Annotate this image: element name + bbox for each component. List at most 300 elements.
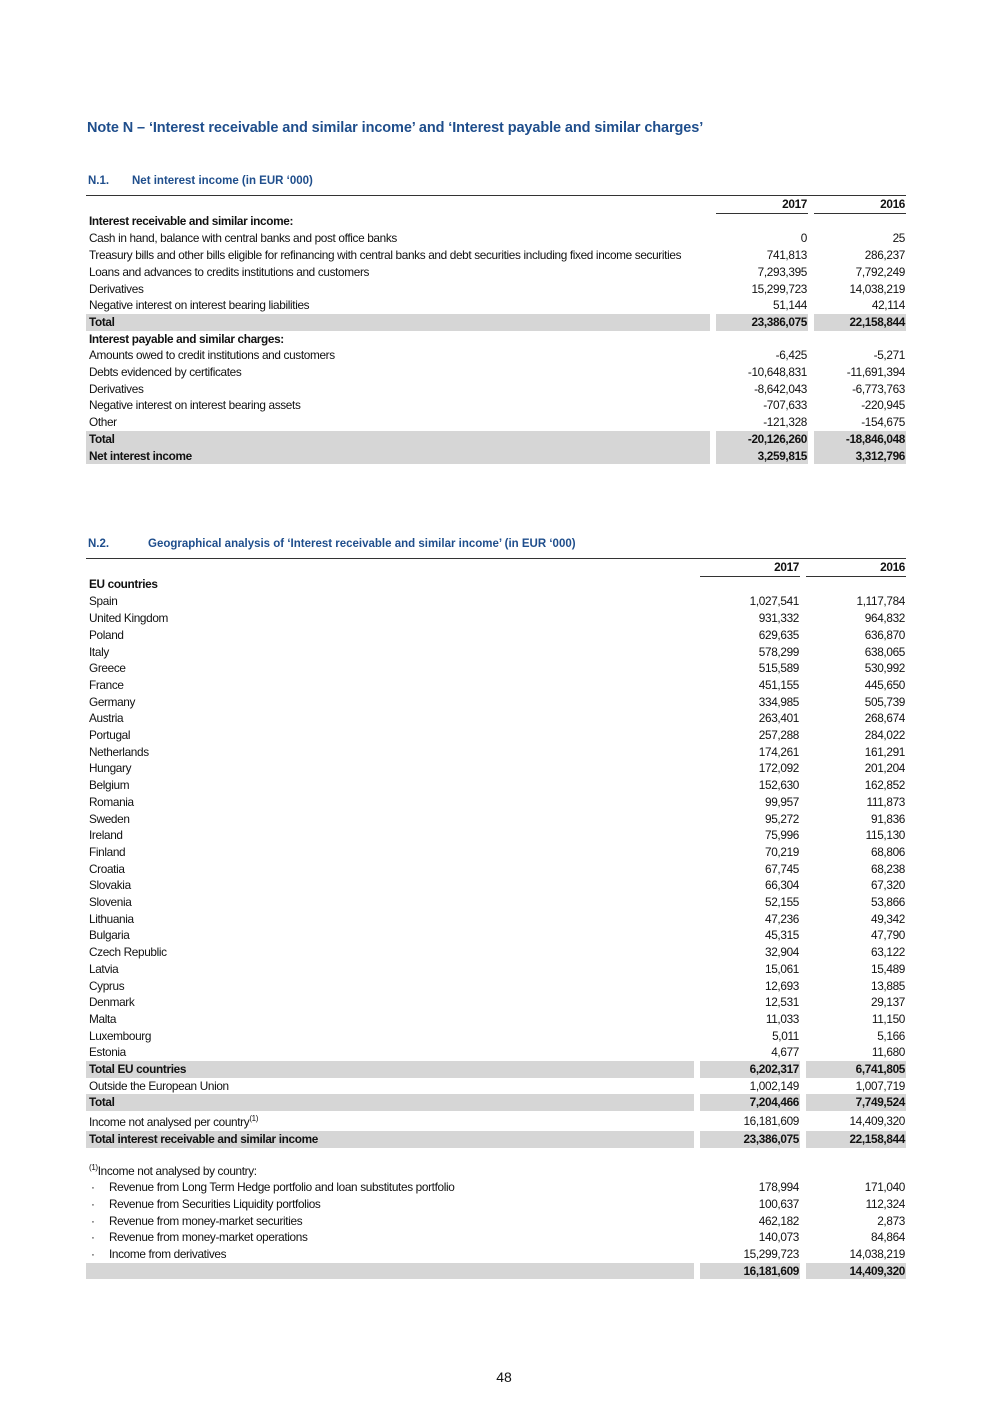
value-2016: 53,866 xyxy=(871,895,905,910)
row-label-text: Poland xyxy=(89,627,124,642)
row-label xyxy=(86,994,694,1011)
value-2017: -10,648,831 xyxy=(747,365,807,380)
grand-total-row xyxy=(86,1131,906,1148)
row-label xyxy=(86,677,694,694)
row-label-text: Estonia xyxy=(89,1045,126,1060)
footnote-row xyxy=(86,1196,906,1213)
value-2017: 100,637 xyxy=(758,1196,799,1211)
value-2016: 3,312,796 xyxy=(814,448,906,465)
row-label-text: Portugal xyxy=(89,728,131,743)
row-label-text: Interest receivable and similar income: xyxy=(89,214,294,229)
row-label-text: Derivatives xyxy=(89,381,144,396)
row-label xyxy=(86,744,694,761)
table-row xyxy=(86,247,906,264)
value-2016: 25 xyxy=(892,231,905,246)
row-label-text: Latvia xyxy=(89,961,119,976)
row-label-text: Hungary xyxy=(89,761,132,776)
section-title-text: Net interest income (in EUR ‘000) xyxy=(132,175,313,187)
value-2017: 52,155 xyxy=(765,895,799,910)
row-label-text: Interest payable and similar charges: xyxy=(89,331,284,346)
value-2016: 1,117,784 xyxy=(856,594,905,609)
value-2016: 14,409,320 xyxy=(806,1263,906,1280)
page-number: 48 xyxy=(496,1369,512,1385)
value-2017: 32,904 xyxy=(765,945,799,960)
table-row xyxy=(86,961,906,978)
table-row xyxy=(86,593,906,610)
value-2017: 462,182 xyxy=(758,1213,799,1228)
row-label xyxy=(86,644,694,661)
total-row xyxy=(86,431,906,448)
value-2016: 68,238 xyxy=(871,861,905,876)
row-label xyxy=(86,777,694,794)
row-label-text: Slovakia xyxy=(89,878,131,893)
row-label xyxy=(86,1111,694,1131)
value-2017: 172,092 xyxy=(758,761,799,776)
row-label-text: Outside the European Union xyxy=(89,1078,229,1093)
table-row xyxy=(86,911,906,928)
value-2017: 99,957 xyxy=(765,794,799,809)
value-2017: 15,061 xyxy=(765,961,799,976)
spacer-row xyxy=(86,1148,906,1160)
total-row xyxy=(86,1061,906,1078)
table-row xyxy=(86,710,906,727)
row-label: · Revenue from money-market securities xyxy=(91,1213,303,1228)
value-2016: 63,122 xyxy=(871,945,905,960)
year-2017-header: 2017 xyxy=(716,196,808,214)
value-2016: 7,792,249 xyxy=(855,264,905,279)
group-heading xyxy=(86,576,906,593)
row-label-text: Total EU countries xyxy=(89,1062,187,1077)
value-2016: 286,237 xyxy=(864,248,905,263)
row-label xyxy=(86,314,710,331)
value-2016: 22,158,844 xyxy=(814,314,906,331)
row-label-text: Derivatives xyxy=(89,281,144,296)
table-row xyxy=(86,777,906,794)
row-label-text: Italy xyxy=(89,644,109,659)
section-n2-title xyxy=(88,538,576,550)
row-label xyxy=(86,794,694,811)
row-label-text: Total xyxy=(89,314,115,329)
value-2016: -5,271 xyxy=(873,348,905,363)
year-2017-header: 2017 xyxy=(700,559,800,577)
table-row xyxy=(86,877,906,894)
value-2017: 4,677 xyxy=(771,1045,799,1060)
value-2017: 23,386,075 xyxy=(700,1131,800,1148)
value-2017 xyxy=(716,213,808,230)
row-label-text: Germany xyxy=(89,694,136,709)
section-number: N.2. xyxy=(88,538,110,550)
table-row xyxy=(86,1111,906,1131)
footnote-row xyxy=(86,1246,906,1263)
row-label-text: Amounts owed to credit institutions and customers xyxy=(89,348,335,363)
value-2016: 14,409,320 xyxy=(849,1113,905,1128)
value-2017: 6,202,317 xyxy=(700,1061,800,1078)
row-label-text: Negative interest on interest bearing assets xyxy=(89,398,301,413)
footnote-row xyxy=(86,1179,906,1196)
table-row xyxy=(86,230,906,247)
value-2017: 7,293,395 xyxy=(757,264,807,279)
row-label xyxy=(86,961,694,978)
value-2016: 112,324 xyxy=(865,1196,905,1211)
value-2017: 16,181,609 xyxy=(700,1263,800,1280)
value-2016: 201,204 xyxy=(864,761,905,776)
geographical-analysis-table xyxy=(86,558,906,1279)
group-heading xyxy=(86,331,906,348)
value-2016 xyxy=(814,213,906,230)
value-2017: 257,288 xyxy=(758,728,799,743)
value-2016: 22,158,844 xyxy=(806,1131,906,1148)
value-2017: 0 xyxy=(800,231,807,246)
value-2016: 68,806 xyxy=(871,844,905,859)
table-header-row xyxy=(86,559,906,577)
row-label-text: Loans and advances to credits institutions and customers xyxy=(89,264,370,279)
value-2017: 66,304 xyxy=(765,878,799,893)
value-2017: 3,259,815 xyxy=(716,448,808,465)
value-2016: 42,114 xyxy=(871,298,905,313)
table-row xyxy=(86,927,906,944)
row-label-text: Cash in hand, balance with central banks and post office banks xyxy=(89,231,397,246)
value-2016: 15,489 xyxy=(871,961,905,976)
row-label xyxy=(86,610,694,627)
value-2016: -18,846,048 xyxy=(814,431,906,448)
value-2016 xyxy=(806,1160,906,1180)
row-label xyxy=(86,1061,694,1078)
table-row xyxy=(86,894,906,911)
row-label-text: Belgium xyxy=(89,778,130,793)
footnote-marker: (1) xyxy=(89,1162,98,1172)
value-2017: 95,272 xyxy=(765,811,799,826)
table-row xyxy=(86,944,906,961)
header-blank xyxy=(86,196,710,214)
value-2017: 174,261 xyxy=(758,744,799,759)
table-row xyxy=(86,660,906,677)
table-row xyxy=(86,397,906,414)
value-2017: 741,813 xyxy=(766,248,807,263)
value-2016: 11,680 xyxy=(871,1045,905,1060)
value-2016: 2,873 xyxy=(877,1213,905,1228)
value-2016: 84,864 xyxy=(871,1230,905,1245)
value-2017: 51,144 xyxy=(773,298,807,313)
table-row xyxy=(86,760,906,777)
value-2016: 14,038,219 xyxy=(849,281,905,296)
row-label xyxy=(86,927,694,944)
value-2016 xyxy=(814,331,906,348)
row-label-text: Malta xyxy=(89,1011,117,1026)
footnote-total-row xyxy=(86,1263,906,1280)
row-label-text: Income not analysed per country xyxy=(89,1115,250,1130)
value-2017: 578,299 xyxy=(758,644,799,659)
row-label: · Revenue from money-market operations xyxy=(91,1230,308,1245)
row-label-text: Cyprus xyxy=(89,978,125,993)
row-label xyxy=(86,710,694,727)
row-label xyxy=(86,1094,694,1111)
row-label-text: Netherlands xyxy=(89,744,149,759)
row-label xyxy=(86,844,694,861)
table-row xyxy=(86,694,906,711)
value-2017 xyxy=(716,331,808,348)
value-2017: 11,033 xyxy=(765,1011,799,1026)
row-label-text: Negative interest on interest bearing liabilities xyxy=(89,298,310,313)
row-label-text: EU countries xyxy=(89,577,158,592)
row-label-text: United Kingdom xyxy=(89,611,169,626)
footnote-heading-row xyxy=(86,1160,906,1180)
table-row xyxy=(86,264,906,281)
row-label xyxy=(86,247,710,264)
table-row xyxy=(86,677,906,694)
row-label xyxy=(86,264,710,281)
value-2017: 334,985 xyxy=(758,694,799,709)
value-2017: -6,425 xyxy=(775,348,807,363)
row-label-text: Other xyxy=(89,415,117,430)
table-row xyxy=(86,1078,906,1095)
value-2016: 638,065 xyxy=(864,644,905,659)
value-2017 xyxy=(700,1160,800,1180)
table-row xyxy=(86,627,906,644)
value-2017: -8,642,043 xyxy=(754,381,807,396)
value-2016: 6,741,805 xyxy=(806,1061,906,1078)
value-2017: 45,315 xyxy=(765,928,799,943)
row-label xyxy=(86,347,710,364)
row-label-text: Lithuania xyxy=(89,911,134,926)
value-2017: 16,181,609 xyxy=(743,1113,799,1128)
footnote-row xyxy=(86,1213,906,1230)
value-2017: 1,002,149 xyxy=(749,1078,799,1093)
table-row xyxy=(86,827,906,844)
row-label-text: Slovenia xyxy=(89,895,132,910)
section-n1-title xyxy=(88,175,313,187)
value-2017: 67,745 xyxy=(765,861,799,876)
row-label xyxy=(86,861,694,878)
row-label: · Income from derivatives xyxy=(91,1246,227,1261)
row-label-text: Debts evidenced by certificates xyxy=(89,365,242,380)
value-2017: 47,236 xyxy=(765,911,799,926)
table-row xyxy=(86,744,906,761)
row-label xyxy=(86,448,710,465)
row-label-text: Austria xyxy=(89,711,124,726)
header-blank xyxy=(86,559,694,577)
value-2017: -121,328 xyxy=(763,415,807,430)
value-2017: 75,996 xyxy=(765,828,799,843)
value-2017: 5,011 xyxy=(772,1028,799,1043)
value-2016: 636,870 xyxy=(864,627,905,642)
value-2016: -6,773,763 xyxy=(852,381,905,396)
value-2016: -11,691,394 xyxy=(846,365,905,380)
row-label xyxy=(86,1078,694,1095)
value-2016: 171,040 xyxy=(864,1180,905,1195)
value-2016: 530,992 xyxy=(864,661,905,676)
row-label-text: Treasury bills and other bills eligible for refinancing with central banks and debt securities including fixed income securities xyxy=(89,248,682,263)
row-label-text: Luxembourg xyxy=(89,1028,152,1043)
row-label xyxy=(86,944,694,961)
value-2017: 1,027,541 xyxy=(749,594,799,609)
net-interest-income-table xyxy=(86,195,906,464)
value-2016: 47,790 xyxy=(871,928,905,943)
value-2016: 115,130 xyxy=(865,828,905,843)
value-2017: 629,635 xyxy=(758,627,799,642)
row-label xyxy=(86,331,710,348)
table-row xyxy=(86,1044,906,1061)
row-label-text: Total xyxy=(89,431,115,446)
row-label-text: Total xyxy=(89,1095,115,1110)
value-2016: 11,150 xyxy=(871,1011,905,1026)
row-label xyxy=(86,811,694,828)
row-label-text: Revenue from Securities Liquidity portfolios xyxy=(109,1196,321,1211)
value-2016: 1,007,719 xyxy=(855,1078,905,1093)
row-label-text: Sweden xyxy=(89,811,130,826)
row-label: · Revenue from Long Term Hedge portfolio and loan substitutes portfolio xyxy=(91,1180,455,1195)
value-2017: -20,126,260 xyxy=(716,431,808,448)
value-2017 xyxy=(700,576,800,593)
value-2016: 505,739 xyxy=(864,694,905,709)
table-row xyxy=(86,1011,906,1028)
row-label xyxy=(86,727,694,744)
section-number: N.1. xyxy=(88,175,110,187)
row-label-text: France xyxy=(89,677,124,692)
value-2016: 91,836 xyxy=(871,811,905,826)
row-label xyxy=(86,877,694,894)
row-label-text: Croatia xyxy=(89,861,125,876)
value-2016: 111,873 xyxy=(866,794,905,809)
value-2017: 263,401 xyxy=(758,711,799,726)
value-2017: 23,386,075 xyxy=(716,314,808,331)
group-heading xyxy=(86,213,906,230)
value-2016: 268,674 xyxy=(864,711,905,726)
year-2016-header: 2016 xyxy=(814,196,906,214)
value-2016: 445,650 xyxy=(864,677,905,692)
row-label-text: Total interest receivable and similar income xyxy=(89,1131,318,1146)
value-2017: 12,693 xyxy=(765,978,799,993)
total-row xyxy=(86,1094,906,1111)
value-2016: 5,166 xyxy=(877,1028,905,1043)
row-label xyxy=(86,694,694,711)
table-row xyxy=(86,347,906,364)
row-label xyxy=(86,894,694,911)
row-label: · Revenue from Securities Liquidity portfolios xyxy=(91,1196,321,1211)
row-label xyxy=(86,297,710,314)
row-label xyxy=(86,230,710,247)
value-2017: 70,219 xyxy=(765,844,799,859)
row-label xyxy=(86,397,710,414)
value-2017: 515,589 xyxy=(758,661,799,676)
row-label xyxy=(86,911,694,928)
value-2016: 7,749,524 xyxy=(806,1094,906,1111)
table-row xyxy=(86,297,906,314)
table-row xyxy=(86,281,906,298)
footnote-heading-text: Income not analysed by country: xyxy=(97,1163,257,1178)
row-label-text: Romania xyxy=(89,794,134,809)
value-2016 xyxy=(806,576,906,593)
value-2016: 13,885 xyxy=(871,978,905,993)
value-2017: 931,332 xyxy=(758,611,799,626)
row-label xyxy=(86,381,710,398)
table-row xyxy=(86,861,906,878)
row-label-text: Spain xyxy=(89,594,118,609)
section-title-text: Geographical analysis of ‘Interest receivable and similar income’ (in EUR ‘000) xyxy=(148,538,576,550)
table-row xyxy=(86,644,906,661)
value-2017: 152,630 xyxy=(758,778,799,793)
footnote-row xyxy=(86,1229,906,1246)
value-2017: -707,633 xyxy=(763,398,807,413)
value-2017: 12,531 xyxy=(765,995,799,1010)
value-2017: 15,299,723 xyxy=(743,1246,799,1261)
value-2017: 140,073 xyxy=(758,1230,799,1245)
row-label xyxy=(86,431,710,448)
table-row xyxy=(86,844,906,861)
row-label xyxy=(86,281,710,298)
row-label-text: Income from derivatives xyxy=(109,1246,227,1261)
net-interest-income-row xyxy=(86,448,906,465)
row-label xyxy=(86,1160,694,1180)
row-label-text: Revenue from money-market operations xyxy=(109,1230,308,1245)
row-label xyxy=(86,414,710,431)
value-2016: -220,945 xyxy=(861,398,905,413)
row-label xyxy=(86,760,694,777)
row-label-text: Greece xyxy=(89,661,126,676)
value-2016: 67,320 xyxy=(871,878,905,893)
row-label-text: Finland xyxy=(89,844,126,859)
row-label xyxy=(86,660,694,677)
table-row xyxy=(86,364,906,381)
value-2016: 964,832 xyxy=(864,611,905,626)
table-row xyxy=(86,811,906,828)
value-2016: -154,675 xyxy=(861,415,905,430)
value-2016: 49,342 xyxy=(871,911,905,926)
row-label xyxy=(86,1131,694,1148)
row-label xyxy=(86,1028,694,1045)
total-row xyxy=(86,314,906,331)
table-row xyxy=(86,414,906,431)
row-label-text: Revenue from money-market securities xyxy=(109,1213,303,1228)
row-label xyxy=(86,1044,694,1061)
value-2017: 451,155 xyxy=(758,677,799,692)
row-label-text: Denmark xyxy=(89,995,135,1010)
note-title: Note N – ‘Interest receivable and similar income’ and ‘Interest payable and similar charges’ xyxy=(87,120,704,136)
row-label xyxy=(86,1011,694,1028)
table-row xyxy=(86,978,906,995)
year-2016-header: 2016 xyxy=(806,559,906,577)
row-label xyxy=(86,827,694,844)
row-label-text: Czech Republic xyxy=(89,945,167,960)
row-label-text: Bulgaria xyxy=(89,928,130,943)
table-row xyxy=(86,1028,906,1045)
row-label-text: Net interest income xyxy=(89,448,192,463)
table-row xyxy=(86,610,906,627)
value-2017: 178,994 xyxy=(758,1180,799,1195)
row-label xyxy=(86,978,694,995)
value-2017: 7,204,466 xyxy=(700,1094,800,1111)
row-label xyxy=(86,213,710,230)
footnote-marker: (1) xyxy=(249,1114,259,1124)
table-row xyxy=(86,727,906,744)
row-label xyxy=(86,627,694,644)
value-2016: 162,852 xyxy=(864,778,905,793)
value-2016: 14,038,219 xyxy=(849,1246,905,1261)
table-row xyxy=(86,381,906,398)
table-header-row xyxy=(86,196,906,214)
value-2017: 15,299,723 xyxy=(751,281,807,296)
row-label xyxy=(86,364,710,381)
row-label xyxy=(86,593,694,610)
row-label xyxy=(86,1263,694,1280)
row-label xyxy=(86,576,694,593)
row-label-text: Ireland xyxy=(89,828,123,843)
table-row xyxy=(86,794,906,811)
value-2016: 161,291 xyxy=(864,744,905,759)
value-2016: 29,137 xyxy=(871,995,905,1010)
value-2016: 284,022 xyxy=(864,728,905,743)
table-row xyxy=(86,994,906,1011)
row-label-text: Revenue from Long Term Hedge portfolio and loan substitutes portfolio xyxy=(109,1180,455,1195)
